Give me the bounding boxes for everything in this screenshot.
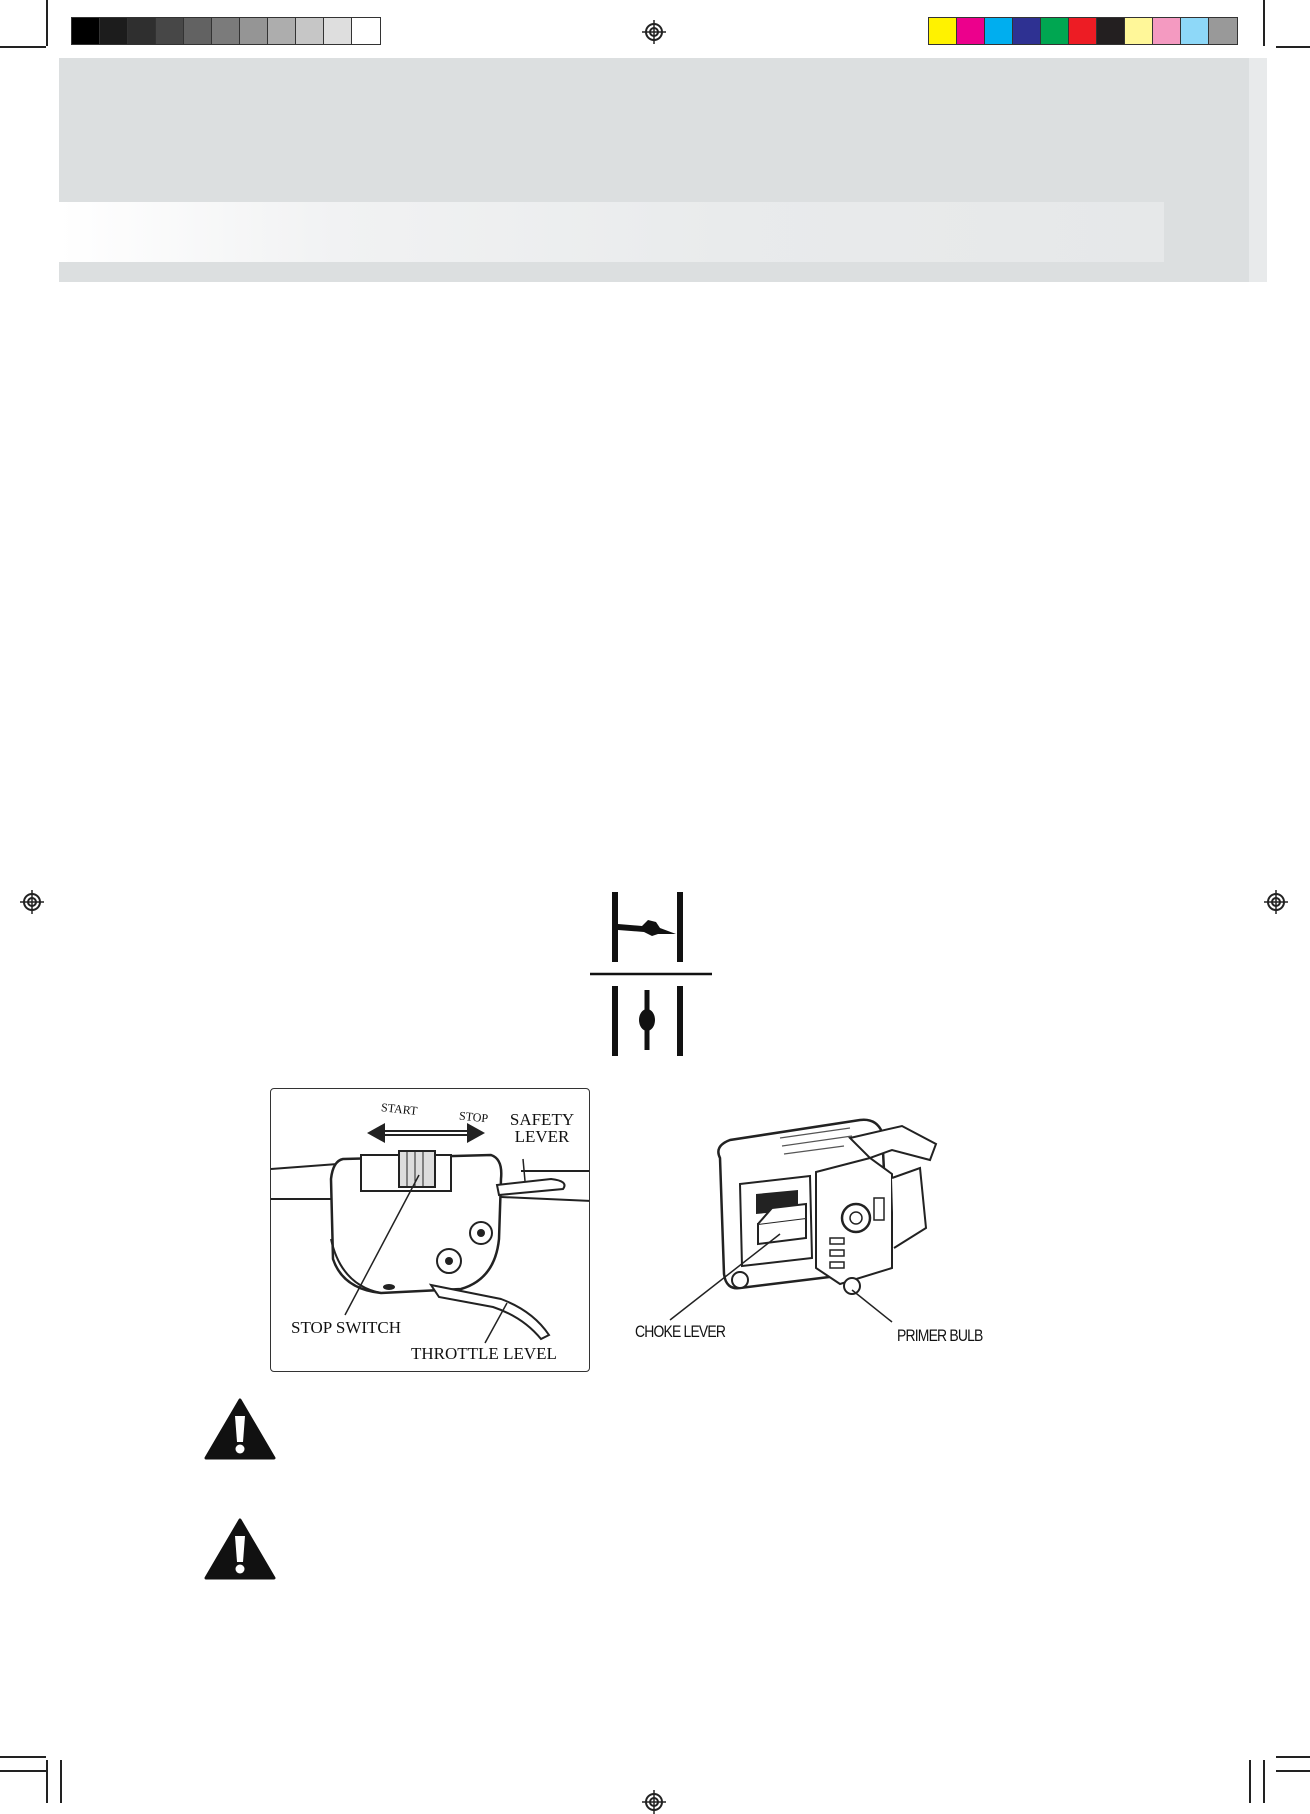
crop-mark: [1276, 1770, 1310, 1772]
warning-triangle-icon: [204, 1398, 276, 1460]
color-swatch: [1097, 18, 1125, 44]
color-swatch: [957, 18, 985, 44]
grayscale-swatch-bar: [71, 17, 381, 45]
color-swatch: [1153, 18, 1181, 44]
color-swatch: [1041, 18, 1069, 44]
color-swatch: [1181, 18, 1209, 44]
crop-mark: [1263, 0, 1265, 46]
color-swatch: [184, 18, 212, 44]
color-swatch: [72, 18, 100, 44]
carburetor-figure: [630, 1098, 990, 1348]
crop-mark: [1276, 46, 1310, 48]
crop-mark: [1276, 1756, 1310, 1758]
header-edge: [1249, 58, 1267, 282]
color-swatch: [985, 18, 1013, 44]
color-swatch: [352, 18, 380, 44]
color-swatch: [100, 18, 128, 44]
color-swatch: [296, 18, 324, 44]
registration-mark-icon: [1264, 890, 1288, 914]
primer-bulb-label: PRIMER BULB: [897, 1326, 983, 1345]
color-swatch: [156, 18, 184, 44]
color-swatch: [268, 18, 296, 44]
color-swatch: [929, 18, 957, 44]
registration-mark-icon: [642, 1790, 666, 1814]
switch-throttle-figure: [270, 1088, 590, 1372]
choke-lever-label: CHOKE LEVER: [635, 1322, 726, 1341]
crop-mark: [60, 1760, 62, 1803]
carburetor-drawing: [630, 1098, 990, 1348]
throttle-level-label: THROTTLE LEVEL: [411, 1344, 557, 1363]
color-swatch: [1209, 18, 1237, 44]
start-label: START: [380, 1100, 419, 1118]
color-swatch: [1013, 18, 1041, 44]
header-title-strip: [59, 202, 1164, 262]
crop-mark: [46, 1760, 48, 1803]
color-swatch: [128, 18, 156, 44]
color-swatch-bar: [928, 17, 1238, 45]
crop-mark: [0, 1756, 46, 1758]
crop-mark: [46, 0, 48, 46]
stop-label: STOP: [458, 1108, 489, 1126]
color-swatch: [240, 18, 268, 44]
color-swatch: [212, 18, 240, 44]
warning-triangle-icon: [204, 1518, 276, 1580]
registration-mark-icon: [20, 890, 44, 914]
safety-lever-label: SAFETY LEVER: [509, 1110, 575, 1146]
color-swatch: [324, 18, 352, 44]
color-swatch: [1125, 18, 1153, 44]
stop-switch-label: STOP SWITCH: [291, 1318, 402, 1337]
crop-mark: [1249, 1760, 1251, 1803]
registration-mark-icon: [642, 20, 666, 44]
choke-symbol-icon: [590, 890, 715, 1060]
crop-mark: [0, 1770, 46, 1772]
crop-mark: [1263, 1760, 1265, 1803]
crop-mark: [0, 46, 46, 48]
color-swatch: [1069, 18, 1097, 44]
